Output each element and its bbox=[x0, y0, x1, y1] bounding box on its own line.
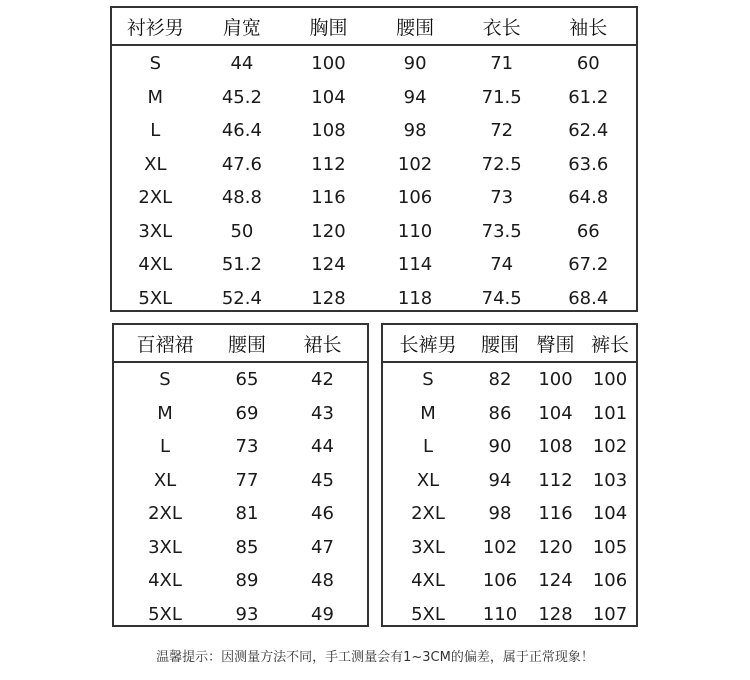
table-cell: S bbox=[159, 369, 171, 391]
header-cell: 裤长 bbox=[590, 333, 629, 356]
table-cell: 63.6 bbox=[568, 153, 609, 175]
table-cell: 68.4 bbox=[568, 287, 609, 309]
table-row bbox=[112, 81, 636, 115]
header-cell: 肩宽 bbox=[222, 16, 261, 39]
table-cell: 44 bbox=[230, 53, 254, 75]
table-cell: 77 bbox=[235, 469, 259, 491]
table-row bbox=[112, 181, 636, 215]
table-cell: 50 bbox=[230, 220, 254, 242]
table-cell: 81 bbox=[235, 503, 259, 525]
table-row bbox=[114, 598, 367, 632]
table-cell: 52.4 bbox=[221, 287, 262, 309]
table-cell: 103 bbox=[592, 469, 628, 491]
table-cell: 90 bbox=[403, 53, 427, 75]
header-cell: 衬衫男 bbox=[126, 16, 184, 39]
table-cell: 49 bbox=[311, 603, 334, 625]
table-cell: 93 bbox=[235, 603, 259, 625]
table-cell: 108 bbox=[538, 436, 573, 458]
table-cell: 72.5 bbox=[481, 153, 522, 175]
table-cell: 98 bbox=[403, 120, 427, 142]
pants-size-table bbox=[381, 323, 638, 627]
table-row bbox=[112, 47, 636, 81]
table-cell: 69 bbox=[235, 402, 259, 424]
table-cell: 86 bbox=[488, 402, 512, 424]
table-row bbox=[383, 531, 636, 565]
table-cell: L bbox=[422, 436, 434, 458]
header-cell: 袖长 bbox=[569, 16, 608, 39]
shirt-table-body bbox=[112, 46, 636, 315]
table-cell: 104 bbox=[538, 402, 573, 424]
table-cell: 47.6 bbox=[221, 153, 262, 175]
table-cell: 4XL bbox=[411, 570, 445, 592]
table-cell: 106 bbox=[482, 570, 518, 592]
table-cell: 124 bbox=[311, 254, 346, 276]
table-cell: 46 bbox=[311, 503, 334, 525]
table-row bbox=[114, 363, 367, 397]
table-row bbox=[383, 397, 636, 431]
header-cell: 裙长 bbox=[303, 333, 342, 356]
table-cell: 44 bbox=[311, 436, 334, 458]
table-cell: 71 bbox=[490, 53, 514, 75]
table-row bbox=[112, 282, 636, 316]
table-cell: 73 bbox=[490, 187, 514, 209]
table-cell: 61.2 bbox=[568, 86, 609, 108]
table-cell: 116 bbox=[311, 187, 346, 209]
table-cell: 100 bbox=[311, 53, 346, 75]
table-cell: 4XL bbox=[148, 570, 182, 592]
table-row bbox=[383, 464, 636, 498]
table-cell: 48 bbox=[311, 570, 334, 592]
table-cell: 46.4 bbox=[221, 120, 262, 142]
table-cell: 3XL bbox=[411, 536, 445, 558]
table-cell: 43 bbox=[311, 402, 334, 424]
table-cell: XL bbox=[153, 469, 177, 491]
shirt-size-table bbox=[110, 6, 638, 312]
header-cell: 腰围 bbox=[396, 16, 435, 39]
table-cell: 73 bbox=[235, 436, 259, 458]
table-cell: 110 bbox=[397, 220, 433, 242]
table-cell: M bbox=[157, 402, 173, 424]
table-cell: 71.5 bbox=[481, 86, 522, 108]
table-cell: 116 bbox=[538, 503, 573, 525]
table-cell: 67.2 bbox=[568, 254, 609, 276]
table-cell: 108 bbox=[311, 120, 346, 142]
table-cell: 45 bbox=[311, 469, 334, 491]
table-cell: 114 bbox=[397, 254, 433, 276]
table-cell: M bbox=[420, 402, 436, 424]
table-cell: 104 bbox=[311, 86, 346, 108]
table-cell: 64.8 bbox=[568, 187, 609, 209]
table-cell: 65 bbox=[235, 369, 259, 391]
table-row bbox=[114, 397, 367, 431]
table-cell: 110 bbox=[482, 603, 518, 625]
table-cell: 118 bbox=[397, 287, 433, 309]
table-cell: L bbox=[159, 436, 171, 458]
table-row bbox=[112, 148, 636, 182]
table-cell: 90 bbox=[488, 436, 512, 458]
header-cell: 臀围 bbox=[536, 333, 575, 356]
table-cell: 48.8 bbox=[221, 187, 262, 209]
header-cell: 胸围 bbox=[309, 16, 348, 39]
table-cell: 3XL bbox=[138, 220, 173, 242]
table-cell: 73.5 bbox=[481, 220, 522, 242]
table-cell: S bbox=[149, 53, 162, 75]
table-cell: 4XL bbox=[138, 254, 173, 276]
skirt-table-header bbox=[114, 325, 367, 363]
table-row bbox=[112, 215, 636, 249]
table-cell: 100 bbox=[592, 369, 628, 391]
table-row bbox=[114, 430, 367, 464]
table-cell: 120 bbox=[538, 536, 573, 558]
table-cell: L bbox=[150, 120, 161, 142]
table-cell: 5XL bbox=[138, 287, 173, 309]
table-cell: 82 bbox=[488, 369, 512, 391]
table-cell: 102 bbox=[592, 436, 628, 458]
table-cell: 112 bbox=[311, 153, 346, 175]
table-row bbox=[383, 598, 636, 632]
table-row bbox=[114, 531, 367, 565]
table-cell: XL bbox=[416, 469, 440, 491]
table-row bbox=[383, 497, 636, 531]
table-cell: 98 bbox=[488, 503, 512, 525]
table-row bbox=[114, 464, 367, 498]
table-cell: 100 bbox=[538, 369, 573, 391]
table-cell: 102 bbox=[482, 536, 518, 558]
table-cell: 112 bbox=[538, 469, 573, 491]
table-cell: M bbox=[147, 86, 164, 108]
table-cell: 74.5 bbox=[481, 287, 522, 309]
header-cell: 腰围 bbox=[480, 333, 519, 356]
table-cell: 105 bbox=[592, 536, 628, 558]
table-row bbox=[114, 564, 367, 598]
table-cell: 94 bbox=[403, 86, 427, 108]
table-cell: 128 bbox=[311, 287, 346, 309]
pants-table-header bbox=[383, 325, 636, 363]
table-row bbox=[114, 497, 367, 531]
table-cell: 2XL bbox=[138, 187, 173, 209]
table-cell: 128 bbox=[538, 603, 573, 625]
table-cell: 2XL bbox=[411, 503, 445, 525]
table-cell: 124 bbox=[538, 570, 573, 592]
skirt-size-table bbox=[112, 323, 369, 627]
table-cell: 2XL bbox=[148, 503, 182, 525]
table-cell: 102 bbox=[397, 153, 433, 175]
measurement-note: 温馨提示：因测量方法不同，手工测量会有1~3CM的偏差，属于正常现象！ bbox=[156, 650, 594, 665]
table-cell: 51.2 bbox=[221, 254, 262, 276]
table-cell: 104 bbox=[592, 503, 628, 525]
table-cell: 89 bbox=[235, 570, 259, 592]
table-cell: 85 bbox=[235, 536, 259, 558]
table-cell: 120 bbox=[311, 220, 346, 242]
table-row bbox=[112, 114, 636, 148]
header-cell: 腰围 bbox=[227, 333, 266, 356]
table-cell: 74 bbox=[490, 254, 514, 276]
table-cell: XL bbox=[144, 153, 167, 175]
header-cell: 衣长 bbox=[482, 16, 521, 39]
table-cell: 5XL bbox=[411, 603, 445, 625]
table-cell: 45.2 bbox=[221, 86, 262, 108]
table-row bbox=[383, 430, 636, 464]
table-cell: 60 bbox=[576, 53, 600, 75]
table-cell: 5XL bbox=[148, 603, 182, 625]
table-cell: 94 bbox=[488, 469, 512, 491]
table-cell: 72 bbox=[490, 120, 514, 142]
header-cell: 长裤男 bbox=[399, 333, 457, 356]
table-cell: 3XL bbox=[148, 536, 182, 558]
skirt-table-body bbox=[114, 363, 367, 631]
table-row bbox=[112, 248, 636, 282]
table-row bbox=[383, 564, 636, 598]
table-cell: 107 bbox=[592, 603, 628, 625]
table-cell: 106 bbox=[592, 570, 628, 592]
pants-table-body bbox=[383, 363, 636, 631]
table-cell: 101 bbox=[592, 402, 628, 424]
table-cell: S bbox=[422, 369, 434, 391]
table-cell: 106 bbox=[397, 187, 433, 209]
table-cell: 42 bbox=[311, 369, 334, 391]
shirt-table-header bbox=[112, 8, 636, 46]
table-cell: 47 bbox=[311, 536, 334, 558]
table-cell: 62.4 bbox=[568, 120, 609, 142]
table-cell: 66 bbox=[576, 220, 600, 242]
header-cell: 百褶裙 bbox=[136, 333, 194, 356]
table-row bbox=[383, 363, 636, 397]
